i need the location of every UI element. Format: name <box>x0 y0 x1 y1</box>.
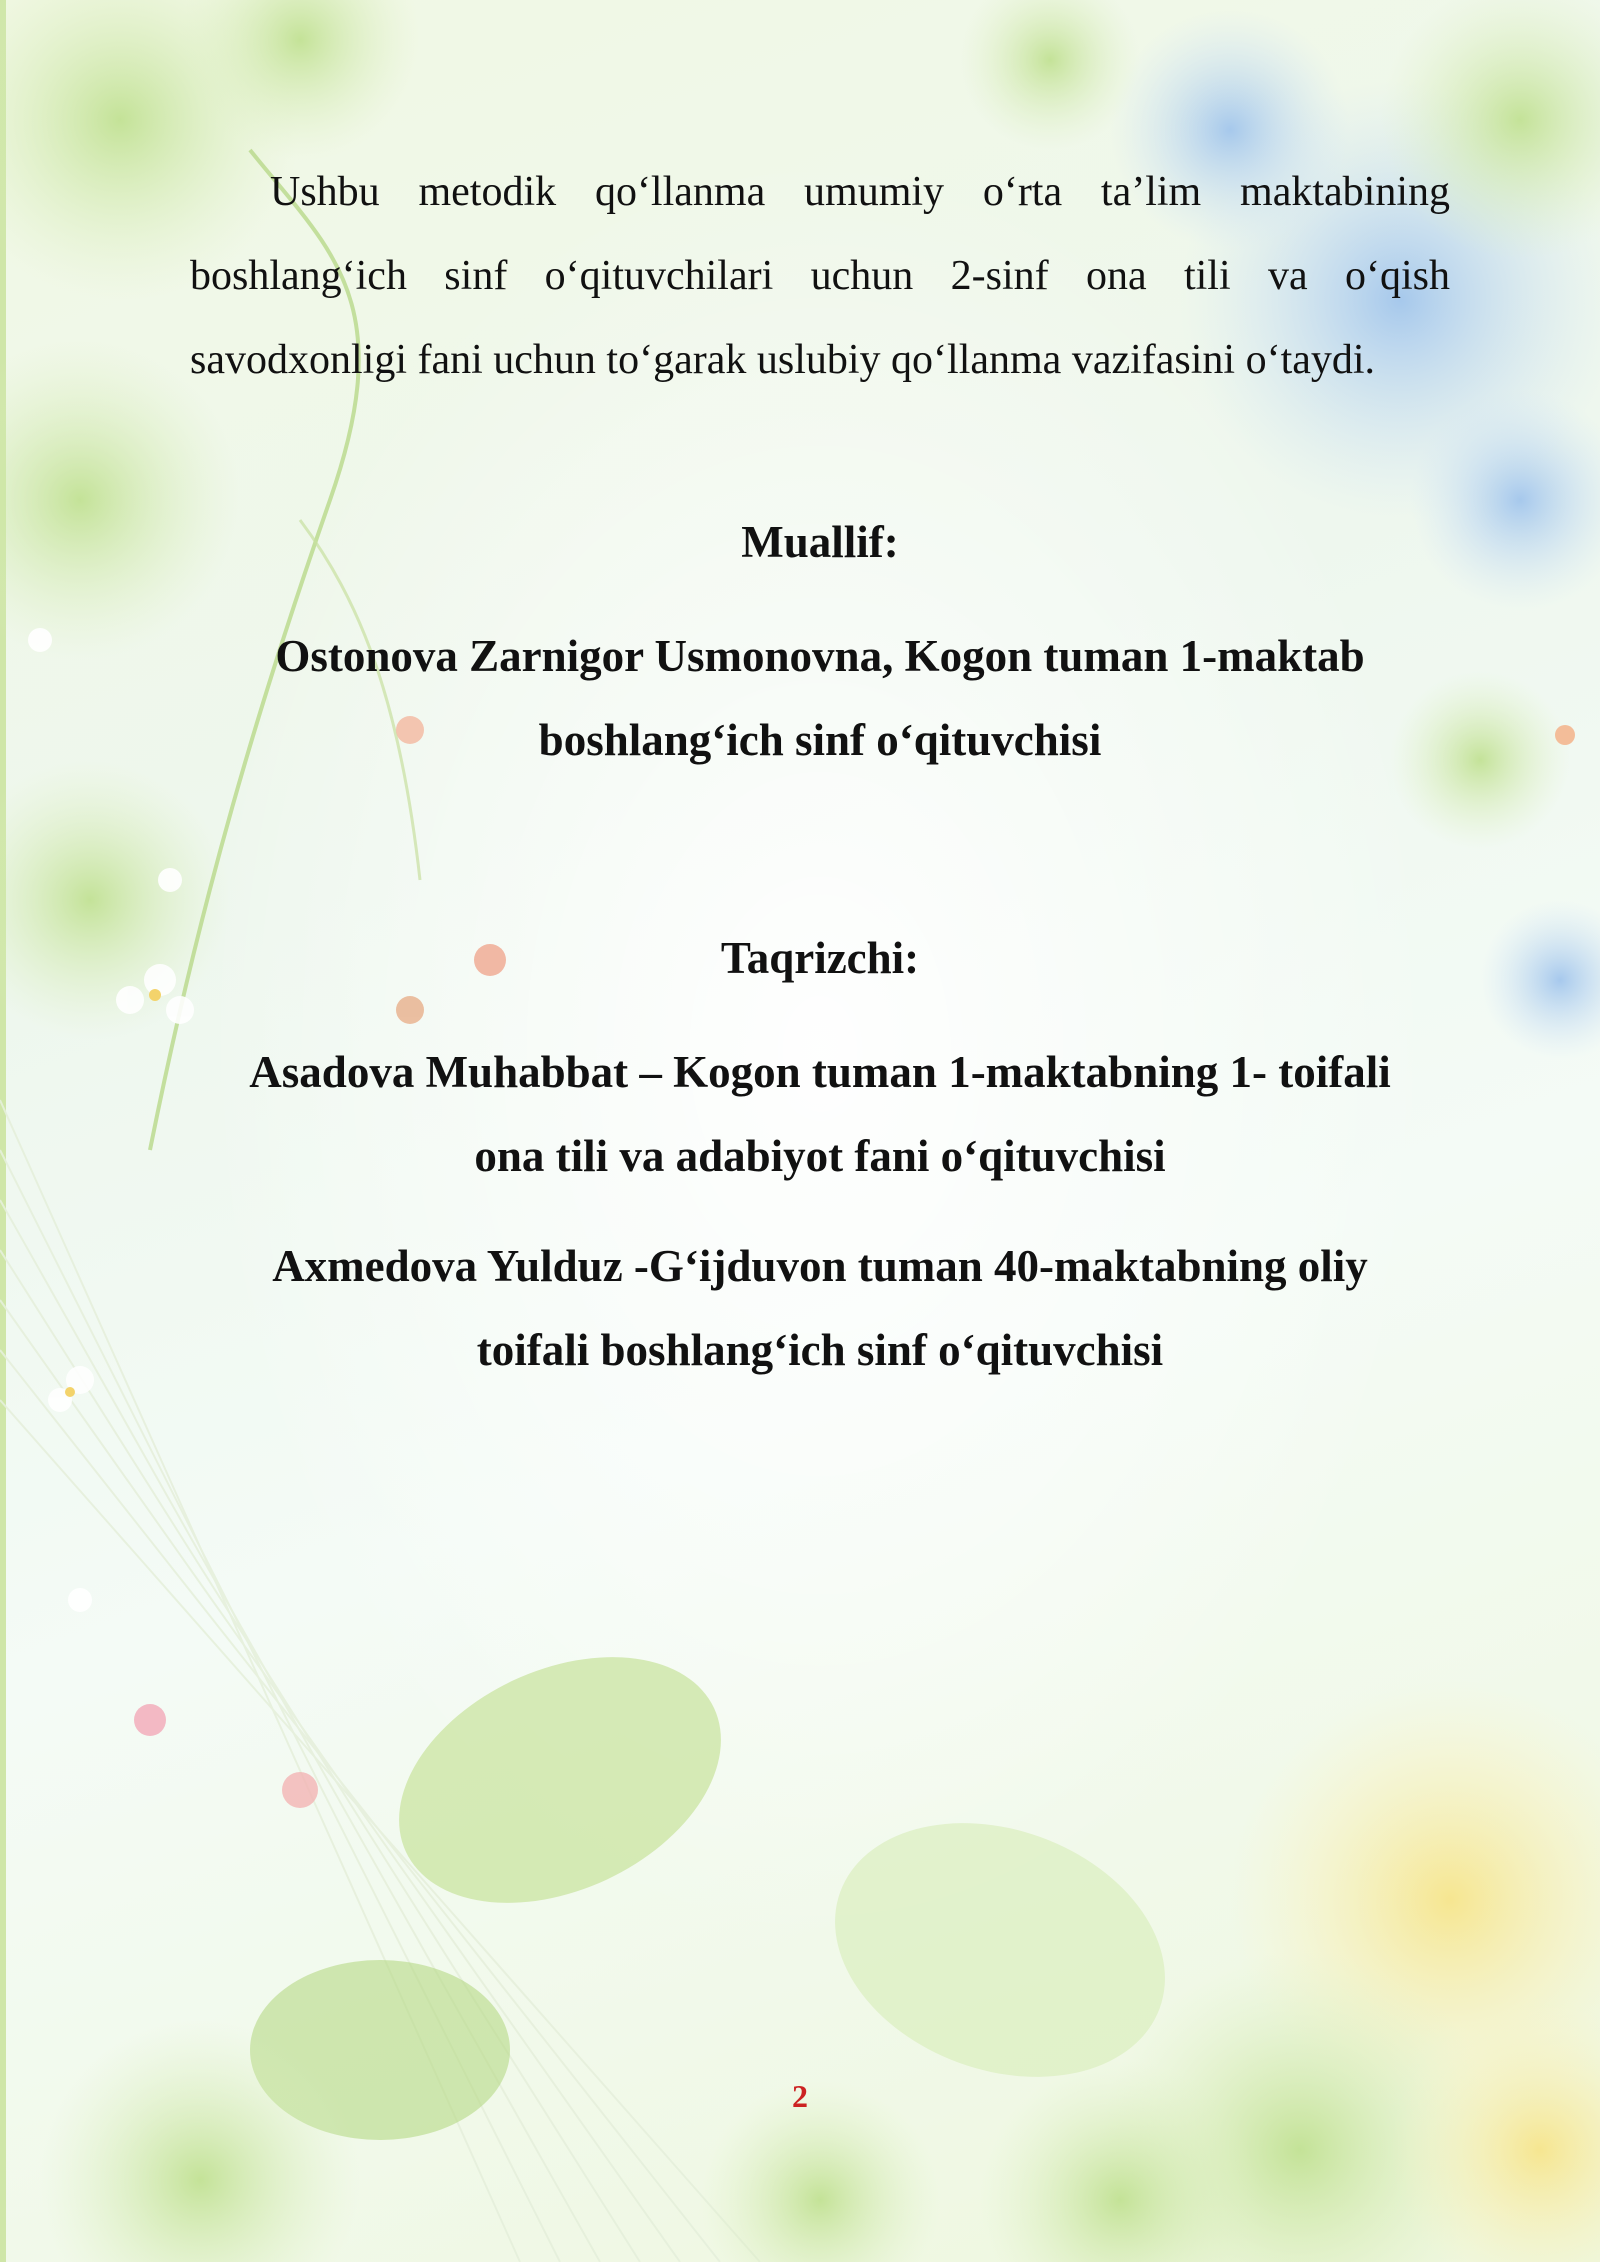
intro-paragraph: Ushbu metodik qo‘llanma umumiy o‘rta ta’lim maktabining boshlang‘ich sinf o‘qituvchilari uchun 2-sinf ona tili va o‘qish savodxonligi fani uchun to‘garak uslubiy qo‘llanma vazifasini o‘taydi. <box>190 169 1450 383</box>
reviewer-2-line-1: Axmedova Yulduz -G‘ijduvon tuman 40-maktabning oliy <box>272 1241 1368 1291</box>
author-line-2: boshlang‘ich sinf o‘qituvchisi <box>538 715 1102 765</box>
reviewer-2-line-2: toifali boshlang‘ich sinf o‘qituvchisi <box>476 1325 1164 1375</box>
page-number: 2 <box>792 2078 808 2114</box>
author-line-1: Ostonova Zarnigor Usmonovna, Kogon tuman 1-maktab <box>275 631 1365 681</box>
reviewer-1-line-1: Asadova Muhabbat – Kogon tuman 1-maktabning 1- toifali <box>249 1047 1391 1097</box>
author-heading: Muallif: <box>741 517 899 567</box>
reviewer-1-line-2: ona tili va adabiyot fani o‘qituvchisi <box>474 1131 1166 1181</box>
reviewer-heading: Taqrizchi: <box>720 933 920 983</box>
